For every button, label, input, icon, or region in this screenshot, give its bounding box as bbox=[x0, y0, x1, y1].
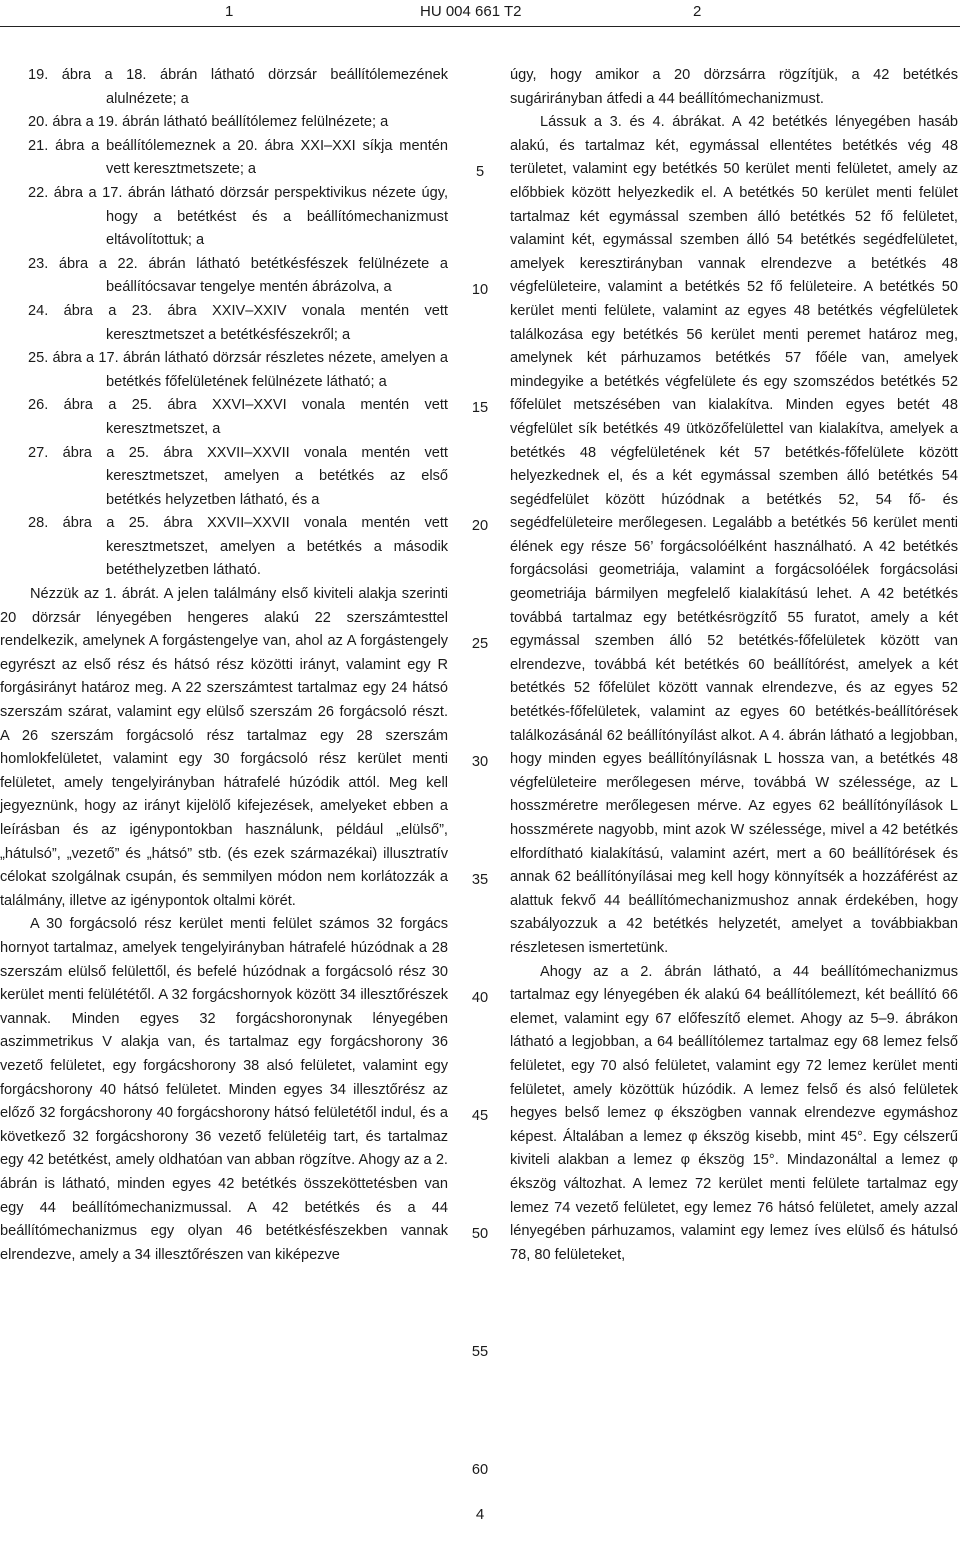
figure-list-item: 28. ábra a 25. ábra XXVII–XXVII vonala mentén vett keresztmetszet, amelyen a betétkés a második betéthelyzetben látható. bbox=[28, 515, 448, 579]
figure-list-item: 25. ábra a 17. ábrán látható dörzsár részletes nézete, amelyen a betétkés főfelületének felülnézete látható; a bbox=[28, 350, 448, 390]
figure-list-item: 26. ábra a 25. ábra XXVI–XXVI vonala mentén vett keresztmetszet, a bbox=[28, 397, 448, 437]
figure-list-item: 19. ábra a 18. ábrán látható dörzsár beállítólemezének alulnézete; a bbox=[28, 67, 448, 107]
line-number: 40 bbox=[471, 990, 489, 1006]
body-paragraph: Ahogy az a 2. ábrán látható, a 44 beállítómechanizmus tartalmaz egy lényegében ék alakú 64 beállítólemezt, két beállító 66 elemet, valamint egy 67 előfeszítő elemet. Ahogy az 5–9. ábrákon látható a legjobban, a 64 beállítólemez tartalmaz egy 68 lemez felső felületet, egy 70 alsó felületet, valamint egy 72 lemez kerület menti felületet, amely közöttük húzódik. A lemez felső és alsó felületek hegyes belső lemez φ ékszögben vannak elrendezve egymáshoz képest. Általában a lemez φ ékszög kisebb, mint 45°. Egy célszerű kiviteli alakban a lemez φ ékszög 15°. Mindazonáltal a lemez φ ékszög változhat. A lemez 72 kerület menti felülete tartalmaz egy lemez 74 vezető felületet, egy lemez 76 hátsó felületet, amely azzal lényegében párhuzamos, valamint egy lemez íves elülső és hátulsó 78, 80 felületeket, bbox=[510, 963, 958, 1263]
left-text-column bbox=[0, 64, 448, 1267]
line-number: 20 bbox=[471, 518, 489, 534]
line-number: 50 bbox=[471, 1226, 489, 1242]
line-number: 35 bbox=[471, 872, 489, 888]
body-paragraph: A 30 forgácsoló rész kerület menti felület számos 32 forgács hornyot tartalmaz, amelyek tengelyirányban hátrafelé húzódnak a 28 szerszám elülső felülettől, és befelé húzódnak a forgácsoló rész 30 kerület menti felülététől. A 32 forgácshornyok között 34 illesztőrészek vannak. Minden egyes 32 forgácshoronynak lényegében aszimmetrikus V alakja van, és tartalmaz egy forgácshorony 36 vezető felületet, egy forgácshorony 38 alsó felületet, valamint egy forgácshorony 40 hátsó felületet. Minden egyes 34 illesztőrész az előző 32 forgácshorony 40 forgácshorony hátsó felületétől indul, és a következő 32 forgácshorony 36 vezető felületéig tart, és tartalmaz egy 42 betétkést, amely oldhatóan van abban rögzítve. Ahogy az a 2. ábrán is látható, minden egyes 42 betétkés összeköttetésben van egy 44 beállítómechanizmussal. A 42 betétkés és a 44 beállítómechanizmus egy olyan 46 betétkésfészekben vannak elrendezve, amely a 34 illesztőrészen van kiképezve bbox=[0, 916, 448, 1263]
header-divider bbox=[0, 26, 960, 27]
line-number: 25 bbox=[471, 636, 489, 652]
figure-list-item: 27. ábra a 25. ábra XXVII–XXVII vonala mentén vett keresztmetszet, amelyen a betétkés az első betétkés helyzetben látható, és a bbox=[28, 444, 448, 508]
figure-list-item: 20. ábra a 19. ábrán látható beállítólemez felülnézete; a bbox=[28, 114, 389, 131]
line-number: 55 bbox=[471, 1344, 489, 1360]
line-number: 60 bbox=[471, 1462, 489, 1478]
body-paragraph: úgy, hogy amikor a 20 dörzsárra rögzítjük, a 42 betétkés sugárirányban átfedi a 44 beállítómechanizmust. bbox=[510, 67, 958, 107]
figure-list-item: 24. ábra a 23. ábra XXIV–XXIV vonala mentén vett keresztmetszet a betétkésfészekről; a bbox=[28, 302, 448, 343]
line-number: 45 bbox=[471, 1108, 489, 1124]
line-number: 15 bbox=[471, 400, 489, 416]
figure-list-item: 21. ábra a beállítólemeznek a 20. ábra XXI–XXI síkja mentén vett keresztmetszete; a bbox=[28, 137, 448, 178]
figure-list-item: 23. ábra a 22. ábrán látható betétkésfészek felülnézete a beállítócsavar tengelye mentén ábrázolva, a bbox=[28, 255, 448, 296]
right-text-column bbox=[510, 64, 958, 1267]
footer-page-number: 4 bbox=[475, 1506, 485, 1523]
line-number: 30 bbox=[471, 754, 489, 770]
header-right-page-number: 2 bbox=[693, 3, 702, 20]
line-number: 5 bbox=[475, 164, 485, 180]
line-number: 10 bbox=[471, 282, 489, 298]
body-paragraph: Nézzük az 1. ábrát. A jelen találmány első kiviteli alakja szerinti 20 dörzsár lényegében hengeres alakú 22 szerszámtesttel rendelkezik, amelynek A forgástengelye van, ahol az A forgástengely egyrészt az első rész és hátsó rész közötti irányt, valamint egy R forgásirányt határoz meg. A 22 szerszámtest tartalmaz egy 24 hátsó szerszám szárat, valamint egy elülső szerszám 26 forgácsoló részt. A 26 szerszám forgácsoló rész tartalmaz egy 28 szerszám homlokfelületet, valamint egy 30 forgácsoló rész kerület menti felületet, amely tengelyirányban hátrafelé húzódik attól. Meg kell jegyeznünk, hogy az irányt kijelölő kifejezések, amelyeket ebben a leírásban és az igénypontokban használunk, például „elülső”, „hátulsó”, „vezető” és „hátsó” stb. (és ezek származékai) illusztratív célokat szolgálnak csupán, és semmilyen módon nem korlátozzák a találmány, illetve az igénypontok oltalmi körét. bbox=[0, 586, 448, 909]
figure-list-item: 22. ábra a 17. ábrán látható dörzsár perspektivikus nézete úgy, hogy a betétkést és a beállítómechanizmust eltávolítottuk; a bbox=[28, 184, 448, 249]
header-left-page-number: 1 bbox=[225, 3, 234, 20]
header-document-number: HU 004 661 T2 bbox=[420, 3, 522, 20]
body-paragraph: Lássuk a 3. és 4. ábrákat. A 42 betétkés lényegében hasáb alakú, és tartalmaz két, egymással ellentétes betétkés vég 48 területet, valamint egy betétkés 50 kerület menti felületet, amely az előbbiek között helyezkedik el. A betétkés 50 kerület menti felület tartalmaz két egymással szemben álló betétkés 52 fő felületet, valamint két, egymással szemben álló 54 betétkés segédfelületet, amelyek keresztirányban vannak elrendezve a betétkés 48 végfelületeire, valamint a betétkés 52 fő felületeire. A betétkés 50 kerület menti felülete, valamint az egyes 48 betétkés végfelületek találkozása egy betétkés 56 kerület menti peremet határoz meg, amelynek két párhuzamos betétkés 57 főéle van, amelyek mindegyike a betétkés végfelülete és egy szomszédos betétkés 52 főfelület metszésében van kialakítva. Minden egyes betét 48 végfelület sík betétkés 49 ütközőfelülettel van kialakítva, amelyek a betétkés 48 végfelületének két 57 betétkés-főfelülete között helyezkednek el, és a két egymással szemben álló betétkés 54 segédfelület között húzódnak a betétkés 52, 54 fő- és segédfelületeire merőlegesen. Legalább a betétkés 56 kerület menti élének egy része 56’ forgácsolóélként használható. A 42 betétkés forgácsolási geometriája, valamint a forgácsolóélek forgácsolási geometriája bármilyen megfelelő kialakítású lehet. A 42 betétkés továbbá tartalmaz egy betétkésrögzítő 55 furatot, amely a két egymással szemben álló 52 betétkés-főfelületek között van elrendezve, továbbá két betétkés 60 beállítórést, amelyek a két betétkés 52 főfelület között vannak elrendezve, és az egyes 52 betétkés-főfelületek, valamint az egyes 60 betétkés-beállítórések találkozásánál 62 beállítónyílást alkot. A 4. ábrán látható a legjobban, hogy minden egyes beállítónyílásnak L hossza van, a betétkés 48 végfelületeire merőlegesen mérve, továbbá W szélessége, az L hosszméretre merőlegesen mérve. Az egyes 62 beállítónyílások L hosszmérete nagyobb, mint azok W szélessége, mivel a 42 betétkés elfordítható kialakítású, valamint azért, mert a 60 beállítórések és annak 62 beállítónyílásai meg kell hogy könnyítsék a hozzáférést az alattuk fekvő 44 beállítómechanizmushoz annak érdekében, hogy szabályozzuk a 42 betétkés helyzetét, amelyet a továbbiakban részletesen ismertetünk. bbox=[510, 114, 958, 956]
